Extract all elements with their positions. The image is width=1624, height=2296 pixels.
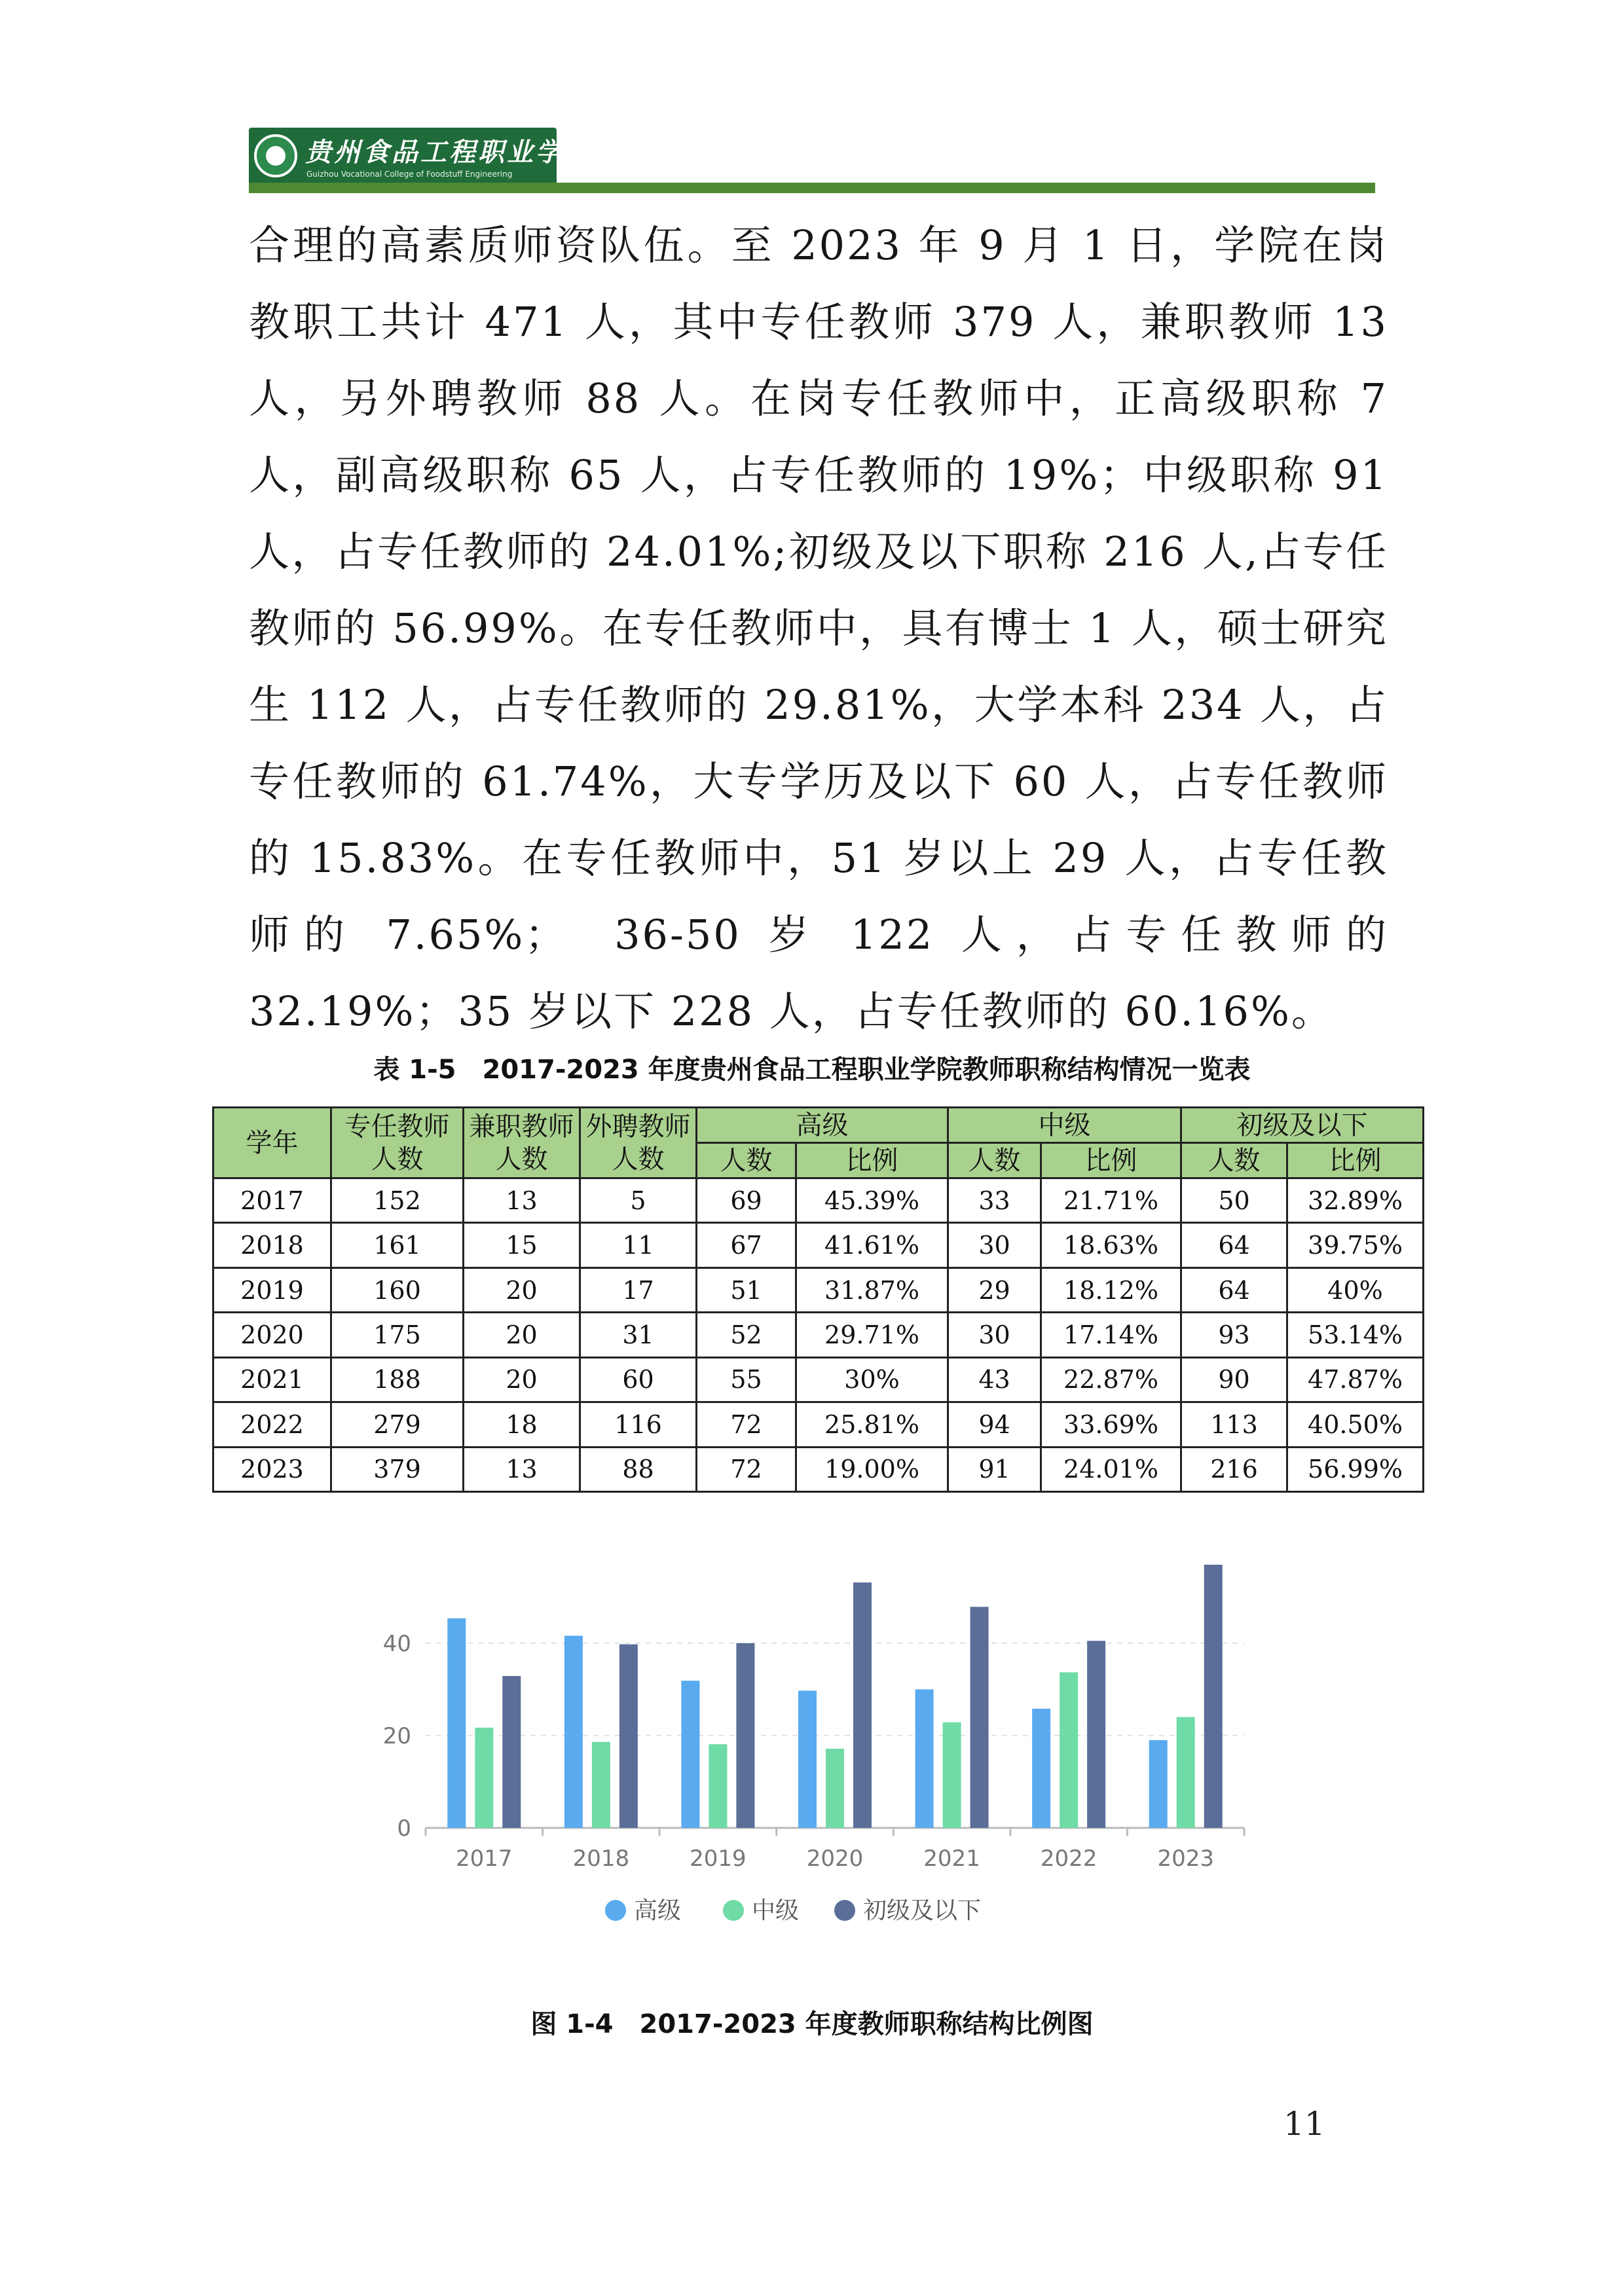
cell-senior-count: 51 <box>697 1267 796 1312</box>
cell-senior-count: 72 <box>697 1447 796 1491</box>
table-row <box>213 1357 1424 1402</box>
cell-fulltime: 152 <box>331 1178 464 1223</box>
bar-2023-2 <box>1204 1565 1223 1828</box>
table-row <box>213 1178 1424 1223</box>
x-tick-label: 2019 <box>690 1846 747 1872</box>
cell-middle-count: 30 <box>948 1223 1041 1267</box>
cell-senior-count: 55 <box>697 1357 796 1402</box>
cell-middle-count: 94 <box>948 1402 1041 1447</box>
cell-middle-count: 43 <box>948 1357 1041 1402</box>
x-tick-label: 2021 <box>923 1846 980 1872</box>
bar-2019-2 <box>736 1643 754 1828</box>
header-rule <box>249 183 1375 193</box>
cell-middle-count: 30 <box>948 1313 1041 1357</box>
table-row <box>213 1313 1424 1357</box>
bar-2021-1 <box>943 1722 961 1828</box>
cell-senior-count: 72 <box>697 1402 796 1447</box>
bar-2017-1 <box>475 1728 493 1828</box>
header-middle-ratio: 比例 <box>1041 1143 1181 1178</box>
cell-fulltime: 279 <box>331 1402 464 1447</box>
cell-year: 2017 <box>213 1178 331 1223</box>
x-tick-label: 2020 <box>806 1846 864 1872</box>
bar-2023-1 <box>1177 1717 1195 1828</box>
cell-senior-count: 52 <box>697 1313 796 1357</box>
college-seal-icon <box>254 134 297 177</box>
cell-year: 2022 <box>213 1402 331 1447</box>
cell-senior-ratio: 29.71% <box>796 1313 948 1357</box>
cell-external: 5 <box>580 1178 697 1223</box>
cell-year: 2020 <box>213 1313 331 1357</box>
cell-junior-ratio: 32.89% <box>1287 1178 1424 1223</box>
bar-2022-1 <box>1060 1672 1078 1828</box>
legend-marker <box>834 1900 855 1921</box>
cell-external: 11 <box>580 1223 697 1267</box>
title-structure-table <box>212 1106 1424 1493</box>
bar-2023-0 <box>1149 1740 1168 1828</box>
header-junior-ratio: 比例 <box>1287 1143 1424 1178</box>
cell-junior-ratio: 47.87% <box>1287 1357 1424 1402</box>
bar-2020-2 <box>853 1582 872 1828</box>
cell-middle-ratio: 18.63% <box>1041 1223 1181 1267</box>
x-tick-label: 2023 <box>1157 1846 1214 1872</box>
cell-middle-ratio: 17.14% <box>1041 1313 1181 1357</box>
cell-parttime: 13 <box>464 1178 580 1223</box>
bar-2022-2 <box>1087 1641 1105 1828</box>
cell-junior-ratio: 40% <box>1287 1267 1424 1312</box>
college-logo <box>249 128 593 185</box>
cell-year: 2023 <box>213 1447 331 1491</box>
table-caption: 表 1-5 2017-2023 年度贵州食品工程职业学院教师职称结构情况一览表 <box>373 1055 1251 1085</box>
header-senior: 高级 <box>697 1108 948 1143</box>
legend-marker <box>723 1900 744 1921</box>
bar-2018-2 <box>619 1645 638 1828</box>
cell-external: 60 <box>580 1357 697 1402</box>
header-fulltime: 专任教师人数 <box>331 1108 464 1178</box>
table-row <box>213 1267 1424 1312</box>
cell-middle-ratio: 22.87% <box>1041 1357 1181 1402</box>
cell-junior-ratio: 40.50% <box>1287 1402 1424 1447</box>
cell-parttime: 20 <box>464 1267 580 1312</box>
cell-senior-ratio: 41.61% <box>796 1223 948 1267</box>
cell-junior-ratio: 56.99% <box>1287 1447 1424 1491</box>
cell-junior-count: 90 <box>1181 1357 1287 1402</box>
cell-fulltime: 379 <box>331 1447 464 1491</box>
y-tick-label: 0 <box>397 1815 411 1842</box>
header-external: 外聘教师人数 <box>580 1108 697 1178</box>
header-year: 学年 <box>213 1108 331 1178</box>
legend-label: 中级 <box>752 1897 800 1924</box>
legend-label: 初级及以下 <box>863 1897 982 1924</box>
cell-external: 116 <box>580 1402 697 1447</box>
cell-middle-ratio: 21.71% <box>1041 1178 1181 1223</box>
cell-year: 2021 <box>213 1357 331 1402</box>
header-junior-count: 人数 <box>1181 1143 1287 1178</box>
cell-year: 2018 <box>213 1223 331 1267</box>
cell-junior-count: 93 <box>1181 1313 1287 1357</box>
cell-middle-count: 29 <box>948 1267 1041 1312</box>
bar-2017-0 <box>447 1618 466 1828</box>
table-row <box>213 1223 1424 1267</box>
bar-2022-0 <box>1032 1709 1050 1828</box>
cell-senior-ratio: 19.00% <box>796 1447 948 1491</box>
logo-subtitle: Guizhou Vocational College of Foodstuff Engineering <box>306 170 513 179</box>
table-body <box>213 1178 1424 1492</box>
cell-senior-ratio: 31.87% <box>796 1267 948 1312</box>
cell-parttime: 18 <box>464 1402 580 1447</box>
bar-2017-2 <box>502 1676 521 1828</box>
cell-parttime: 15 <box>464 1223 580 1267</box>
bar-2018-1 <box>592 1742 610 1828</box>
bar-2021-0 <box>915 1689 934 1828</box>
cell-senior-ratio: 25.81% <box>796 1402 948 1447</box>
table-row <box>213 1402 1424 1447</box>
ratio-bar-chart <box>367 1539 1270 1958</box>
cell-middle-ratio: 24.01% <box>1041 1447 1181 1491</box>
cell-senior-ratio: 30% <box>796 1357 948 1402</box>
x-tick-label: 2018 <box>572 1846 630 1872</box>
cell-senior-ratio: 45.39% <box>796 1178 948 1223</box>
header-senior-ratio: 比例 <box>796 1143 948 1178</box>
cell-junior-ratio: 53.14% <box>1287 1313 1424 1357</box>
legend-label: 高级 <box>634 1897 682 1924</box>
figure-caption: 图 1-4 2017-2023 年度教师职称结构比例图 <box>530 2009 1094 2039</box>
cell-junior-count: 50 <box>1181 1178 1287 1223</box>
x-tick-label: 2022 <box>1040 1846 1098 1872</box>
chart-svg <box>367 1539 1270 1958</box>
bar-2018-0 <box>564 1635 583 1828</box>
bar-2020-1 <box>826 1749 844 1828</box>
bar-2019-0 <box>681 1681 699 1828</box>
cell-middle-count: 33 <box>948 1178 1041 1223</box>
bar-2019-1 <box>709 1744 727 1828</box>
bar-2021-2 <box>970 1607 989 1828</box>
x-tick-label: 2017 <box>456 1846 513 1872</box>
page-header <box>249 128 1375 193</box>
cell-fulltime: 160 <box>331 1267 464 1312</box>
bar-2020-0 <box>798 1690 817 1828</box>
cell-junior-ratio: 39.75% <box>1287 1223 1424 1267</box>
y-tick-label: 20 <box>382 1722 411 1749</box>
cell-junior-count: 64 <box>1181 1223 1287 1267</box>
cell-fulltime: 175 <box>331 1313 464 1357</box>
cell-parttime: 13 <box>464 1447 580 1491</box>
logo-title: 贵州食品工程职业学院 <box>305 137 593 168</box>
table-row <box>213 1447 1424 1491</box>
cell-parttime: 20 <box>464 1313 580 1357</box>
legend-marker <box>605 1900 626 1921</box>
cell-junior-count: 64 <box>1181 1267 1287 1312</box>
cell-external: 31 <box>580 1313 697 1357</box>
cell-junior-count: 113 <box>1181 1402 1287 1447</box>
cell-year: 2019 <box>213 1267 331 1312</box>
header-parttime: 兼职教师人数 <box>464 1108 580 1178</box>
body-paragraph: 合理的高素质师资队伍。至 2023 年 9 月 1 日，学院在岗教职工共计 471 人，其中专任教师 379 人，兼职教师 13 人，另外聘教师 88 人。在岗专任教师中，正高级职称 7 人，副高级职称 65 人，占专任教师的 19%；中级职称 91 人，占专任教师的 24.01%;初级及以下职称 216 人,占专任教师的 56.99%。在专任教师中，具有博士 1 人，硕士研究生 112 人，占专任教师的 29.81%，大学本科 234 人，占专任教师的 61.74%，大专学历及以下 60 人，占专任教师的 15.83%。在专任教师中，51 岁以上 29 人，占专任教师的 7.65%； 36-50 岁 122 人，占专任教师的 32.19%；35 岁以下 228 人，占专任教师的 60.16%。 <box>249 221 1388 1035</box>
cell-fulltime: 188 <box>331 1357 464 1402</box>
cell-senior-count: 69 <box>697 1178 796 1223</box>
header-junior: 初级及以下 <box>1181 1108 1424 1143</box>
cell-junior-count: 216 <box>1181 1447 1287 1491</box>
header-middle: 中级 <box>948 1108 1181 1143</box>
header-middle-count: 人数 <box>948 1143 1041 1178</box>
cell-fulltime: 161 <box>331 1223 464 1267</box>
cell-middle-ratio: 33.69% <box>1041 1402 1181 1447</box>
page-number: 11 <box>1283 2105 1325 2143</box>
cell-middle-ratio: 18.12% <box>1041 1267 1181 1312</box>
cell-parttime: 20 <box>464 1357 580 1402</box>
cell-external: 17 <box>580 1267 697 1312</box>
header-senior-count: 人数 <box>697 1143 796 1178</box>
y-tick-label: 40 <box>382 1630 411 1657</box>
cell-external: 88 <box>580 1447 697 1491</box>
cell-middle-count: 91 <box>948 1447 1041 1491</box>
cell-senior-count: 67 <box>697 1223 796 1267</box>
